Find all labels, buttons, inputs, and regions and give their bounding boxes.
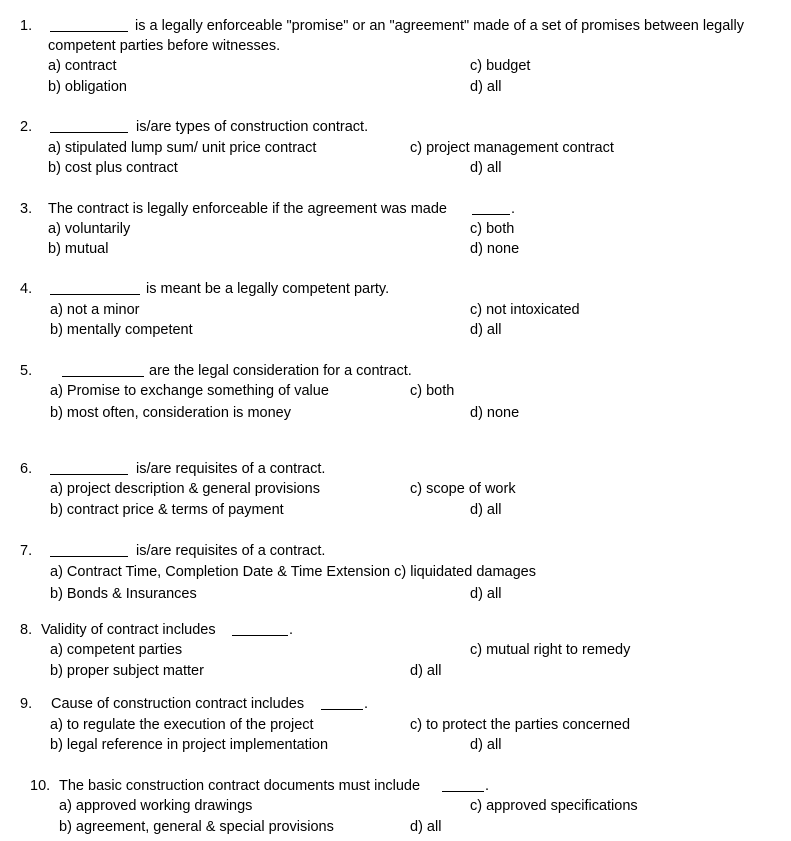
choice-c: c) approved specifications xyxy=(470,798,638,814)
question-number: 3. xyxy=(20,201,33,217)
choice-b: b) mutual xyxy=(48,241,109,257)
question-number: 5. xyxy=(20,363,33,379)
choice-b: b) proper subject matter xyxy=(50,663,204,679)
choice-c: c) to protect the parties concerned xyxy=(410,717,631,733)
choice-d: d) all xyxy=(470,502,502,518)
question-stem-continued: competent parties before witnesses. xyxy=(48,38,281,54)
choice-d: d) all xyxy=(470,737,502,753)
choice-a: a) contract xyxy=(48,58,117,74)
choice-d: d) all xyxy=(470,322,502,338)
question-number: 2. xyxy=(20,119,33,135)
question-number: 1. xyxy=(20,18,33,34)
choice-a: a) approved working drawings xyxy=(59,798,253,814)
answer-blank xyxy=(50,118,128,133)
answer-blank xyxy=(232,621,288,636)
question-stem: is/are requisites of a contract. xyxy=(136,543,326,559)
period: . xyxy=(364,696,369,712)
choice-b: b) contract price & terms of payment xyxy=(50,502,284,518)
answer-blank xyxy=(321,695,363,710)
choice-b: b) cost plus contract xyxy=(48,160,178,176)
choice-a: a) to regulate the execution of the project xyxy=(50,717,314,733)
question-stem: is a legally enforceable "promise" or an "agreement" made of a set of promises between legally xyxy=(135,18,744,34)
question-stem: is/are requisites of a contract. xyxy=(136,461,326,477)
question-number: 8. xyxy=(20,622,33,638)
answer-blank xyxy=(472,200,510,215)
choice-d: d) none xyxy=(470,241,520,257)
choice-a: a) voluntarily xyxy=(48,221,131,237)
choice-d: d) all xyxy=(410,663,442,679)
question-number: 7. xyxy=(20,543,33,559)
choice-a: a) Promise to exchange something of value xyxy=(50,383,329,399)
choice-b: b) most often, consideration is money xyxy=(50,405,291,421)
question-stem: is/are types of construction contract. xyxy=(136,119,369,135)
choice-c: c) both xyxy=(410,383,455,399)
question-number: 10. xyxy=(30,778,51,794)
choice-a: a) stipulated lump sum/ unit price contract xyxy=(48,140,317,156)
choice-b: b) mentally competent xyxy=(50,322,193,338)
question-stem: The basic construction contract documents must include xyxy=(59,778,421,794)
choice-c: c) project management contract xyxy=(410,140,614,156)
choice-c: c) budget xyxy=(470,58,531,74)
choice-c: c) not intoxicated xyxy=(470,302,580,318)
question-number: 4. xyxy=(20,281,33,297)
choice-a: a) competent parties xyxy=(50,642,183,658)
period: . xyxy=(511,201,516,217)
choice-d: d) none xyxy=(470,405,520,421)
question-stem: Cause of construction contract includes xyxy=(51,696,305,712)
answer-blank xyxy=(50,280,140,295)
choice-c: c) scope of work xyxy=(410,481,516,497)
answer-blank xyxy=(442,777,484,792)
choice-d: d) all xyxy=(470,160,502,176)
question-number: 9. xyxy=(20,696,33,712)
choice-b: b) Bonds & Insurances xyxy=(50,586,197,602)
question-number: 6. xyxy=(20,461,33,477)
period: . xyxy=(485,778,490,794)
choice-d: d) all xyxy=(470,79,502,95)
answer-blank xyxy=(50,542,128,557)
question-stem: are the legal consideration for a contract. xyxy=(149,363,412,379)
choice-c: c) mutual right to remedy xyxy=(470,642,631,658)
choice-a-and-c: a) Contract Time, Completion Date & Time Extension c) liquidated damages xyxy=(50,564,536,580)
choice-b: b) obligation xyxy=(48,79,127,95)
choice-b: b) agreement, general & special provisions xyxy=(59,819,334,835)
answer-blank xyxy=(50,460,128,475)
choice-d: d) all xyxy=(410,819,442,835)
choice-d: d) all xyxy=(470,586,502,602)
answer-blank xyxy=(50,17,128,32)
period: . xyxy=(289,622,294,638)
choice-c: c) both xyxy=(470,221,515,237)
answer-blank xyxy=(62,362,144,377)
question-stem: is meant be a legally competent party. xyxy=(146,281,390,297)
question-stem: The contract is legally enforceable if the agreement was made xyxy=(48,201,447,217)
choice-a: a) not a minor xyxy=(50,302,140,318)
choice-b: b) legal reference in project implementation xyxy=(50,737,329,753)
choice-a: a) project description & general provisions xyxy=(50,481,320,497)
question-stem: Validity of contract includes xyxy=(41,622,216,638)
